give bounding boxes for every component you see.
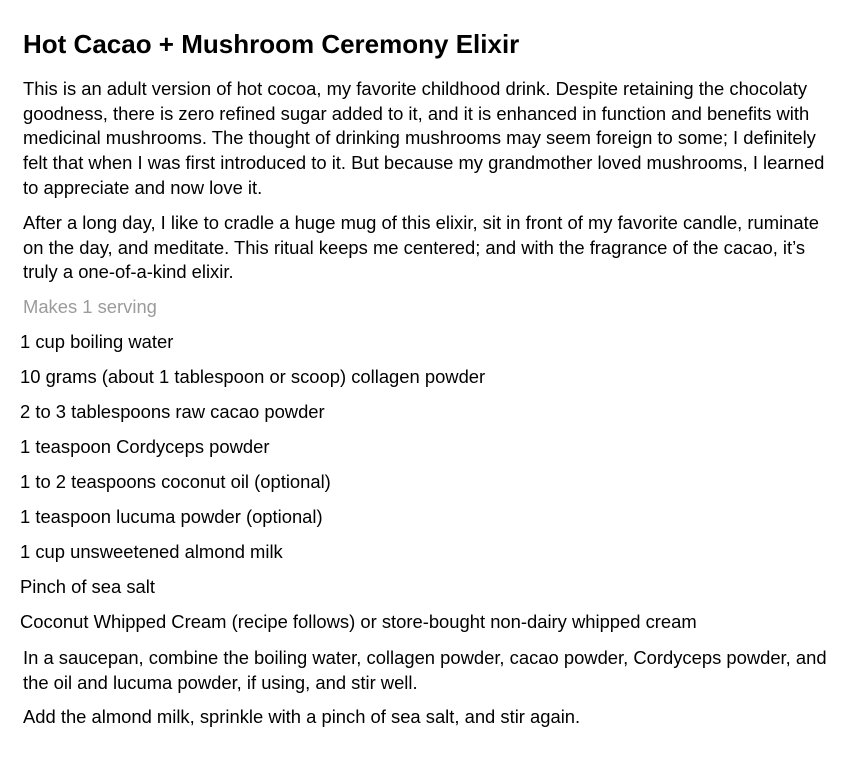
ingredient-item: 1 teaspoon lucuma powder (optional) — [20, 506, 323, 527]
recipe-title: Hot Cacao + Mushroom Ceremony Elixir — [23, 29, 520, 59]
servings-note: Makes 1 serving — [23, 296, 157, 317]
ingredient-item: Coconut Whipped Cream (recipe follows) or store-bought non-dairy whipped cream — [20, 611, 697, 632]
ingredient-item: 1 teaspoon Cordyceps powder — [20, 436, 270, 457]
intro-paragraph: After a long day, I like to cradle a huge mug of this elixir, sit in front of my favorite candle, ruminate on the day, and meditate. This ritual keeps me centered; and with the fragrance of the cacao, it’s truly a one-of-a-kind elixir. — [23, 212, 819, 283]
ingredient-item: 1 to 2 teaspoons coconut oil (optional) — [20, 471, 331, 492]
instruction-step: In a saucepan, combine the boiling water, collagen powder, cacao powder, Cordyceps powder, and the oil and lucuma powder, if using, and stir well. — [23, 647, 827, 693]
instruction-step: Add the almond milk, sprinkle with a pinch of sea salt, and stir again. — [23, 706, 581, 727]
intro-paragraph: This is an adult version of hot cocoa, my favorite childhood drink. Despite retaining the chocolaty goodness, there is zero refined sugar added to it, and it is enhanced in function and benefits with medicinal mushrooms. The thought of drinking mushrooms may seem foreign to some; I definitely felt that when I was first introduced to it. But because my grandmother loved mushrooms, I learned to appreciate and now love it. — [23, 78, 825, 198]
ingredient-item: 1 cup boiling water — [20, 331, 174, 352]
ingredient-item: 2 to 3 tablespoons raw cacao powder — [20, 401, 325, 422]
ingredient-item: 1 cup unsweetened almond milk — [20, 541, 283, 562]
ingredient-item: Pinch of sea salt — [20, 576, 155, 597]
ingredient-item: 10 grams (about 1 tablespoon or scoop) collagen powder — [20, 366, 486, 387]
